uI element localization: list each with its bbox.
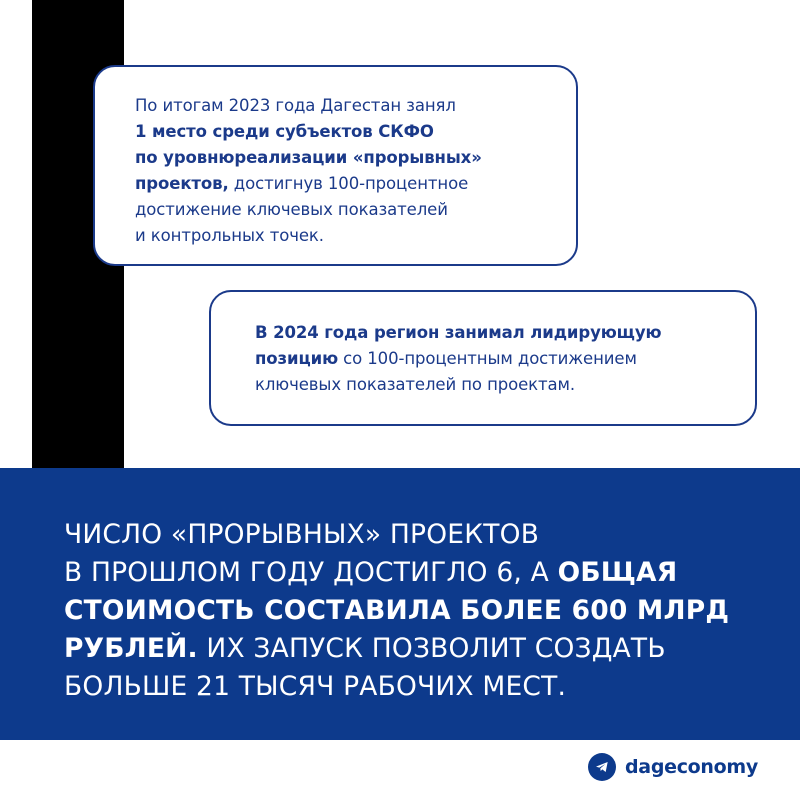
card-line: достижение ключевых показателей bbox=[135, 200, 448, 219]
banner-bold-fragment: РУБЛЕЙ. bbox=[64, 633, 198, 664]
banner-fragment: ИХ ЗАПУСК ПОЗВОЛИТ СОЗДАТЬ bbox=[197, 633, 666, 664]
banner-bold-fragment: ОБЩАЯ bbox=[557, 557, 678, 588]
info-card-2024 bbox=[209, 290, 757, 426]
card-fragment: достигнув 100-процентное bbox=[228, 174, 469, 193]
telegram-icon bbox=[588, 753, 616, 781]
card-line: По итогам 2023 года Дагестан занял bbox=[135, 96, 456, 115]
banner-fragment: В ПРОШЛОМ ГОДУ ДОСТИГЛО 6, А bbox=[64, 557, 558, 588]
info-card-2023-text bbox=[135, 93, 540, 249]
banner-headline bbox=[64, 516, 729, 706]
card-line-bold: 1 место среди субъектов СКФО bbox=[135, 122, 434, 141]
card-fragment: со 100-процентным достижением bbox=[338, 349, 637, 368]
card-line bbox=[135, 171, 540, 197]
card-line bbox=[255, 346, 725, 372]
banner-line: ЧИСЛО «ПРОРЫВНЫХ» ПРОЕКТОВ bbox=[64, 519, 540, 550]
info-card-2023 bbox=[93, 65, 578, 266]
brand-link[interactable] bbox=[588, 753, 758, 781]
banner-line bbox=[64, 554, 729, 592]
card-line: ключевых показателей по проектам. bbox=[255, 375, 576, 394]
card-line: и контрольных точек. bbox=[135, 226, 324, 245]
info-card-2024-text bbox=[255, 320, 725, 398]
brand-name: dageconomy bbox=[625, 756, 758, 778]
banner-line: БОЛЬШЕ 21 ТЫСЯЧ РАБОЧИХ МЕСТ. bbox=[64, 671, 567, 702]
card-bold-fragment: позицию bbox=[255, 349, 339, 368]
banner-line-bold: СТОИМОСТЬ СОСТАВИЛА БОЛЕЕ 600 МЛРД bbox=[64, 595, 730, 626]
banner-line bbox=[64, 630, 729, 668]
card-bold-fragment: проектов, bbox=[135, 174, 229, 193]
card-line-bold: по уровнюреализации «прорывных» bbox=[135, 148, 482, 167]
card-line-bold: В 2024 года регион занимал лидирующую bbox=[255, 323, 662, 342]
